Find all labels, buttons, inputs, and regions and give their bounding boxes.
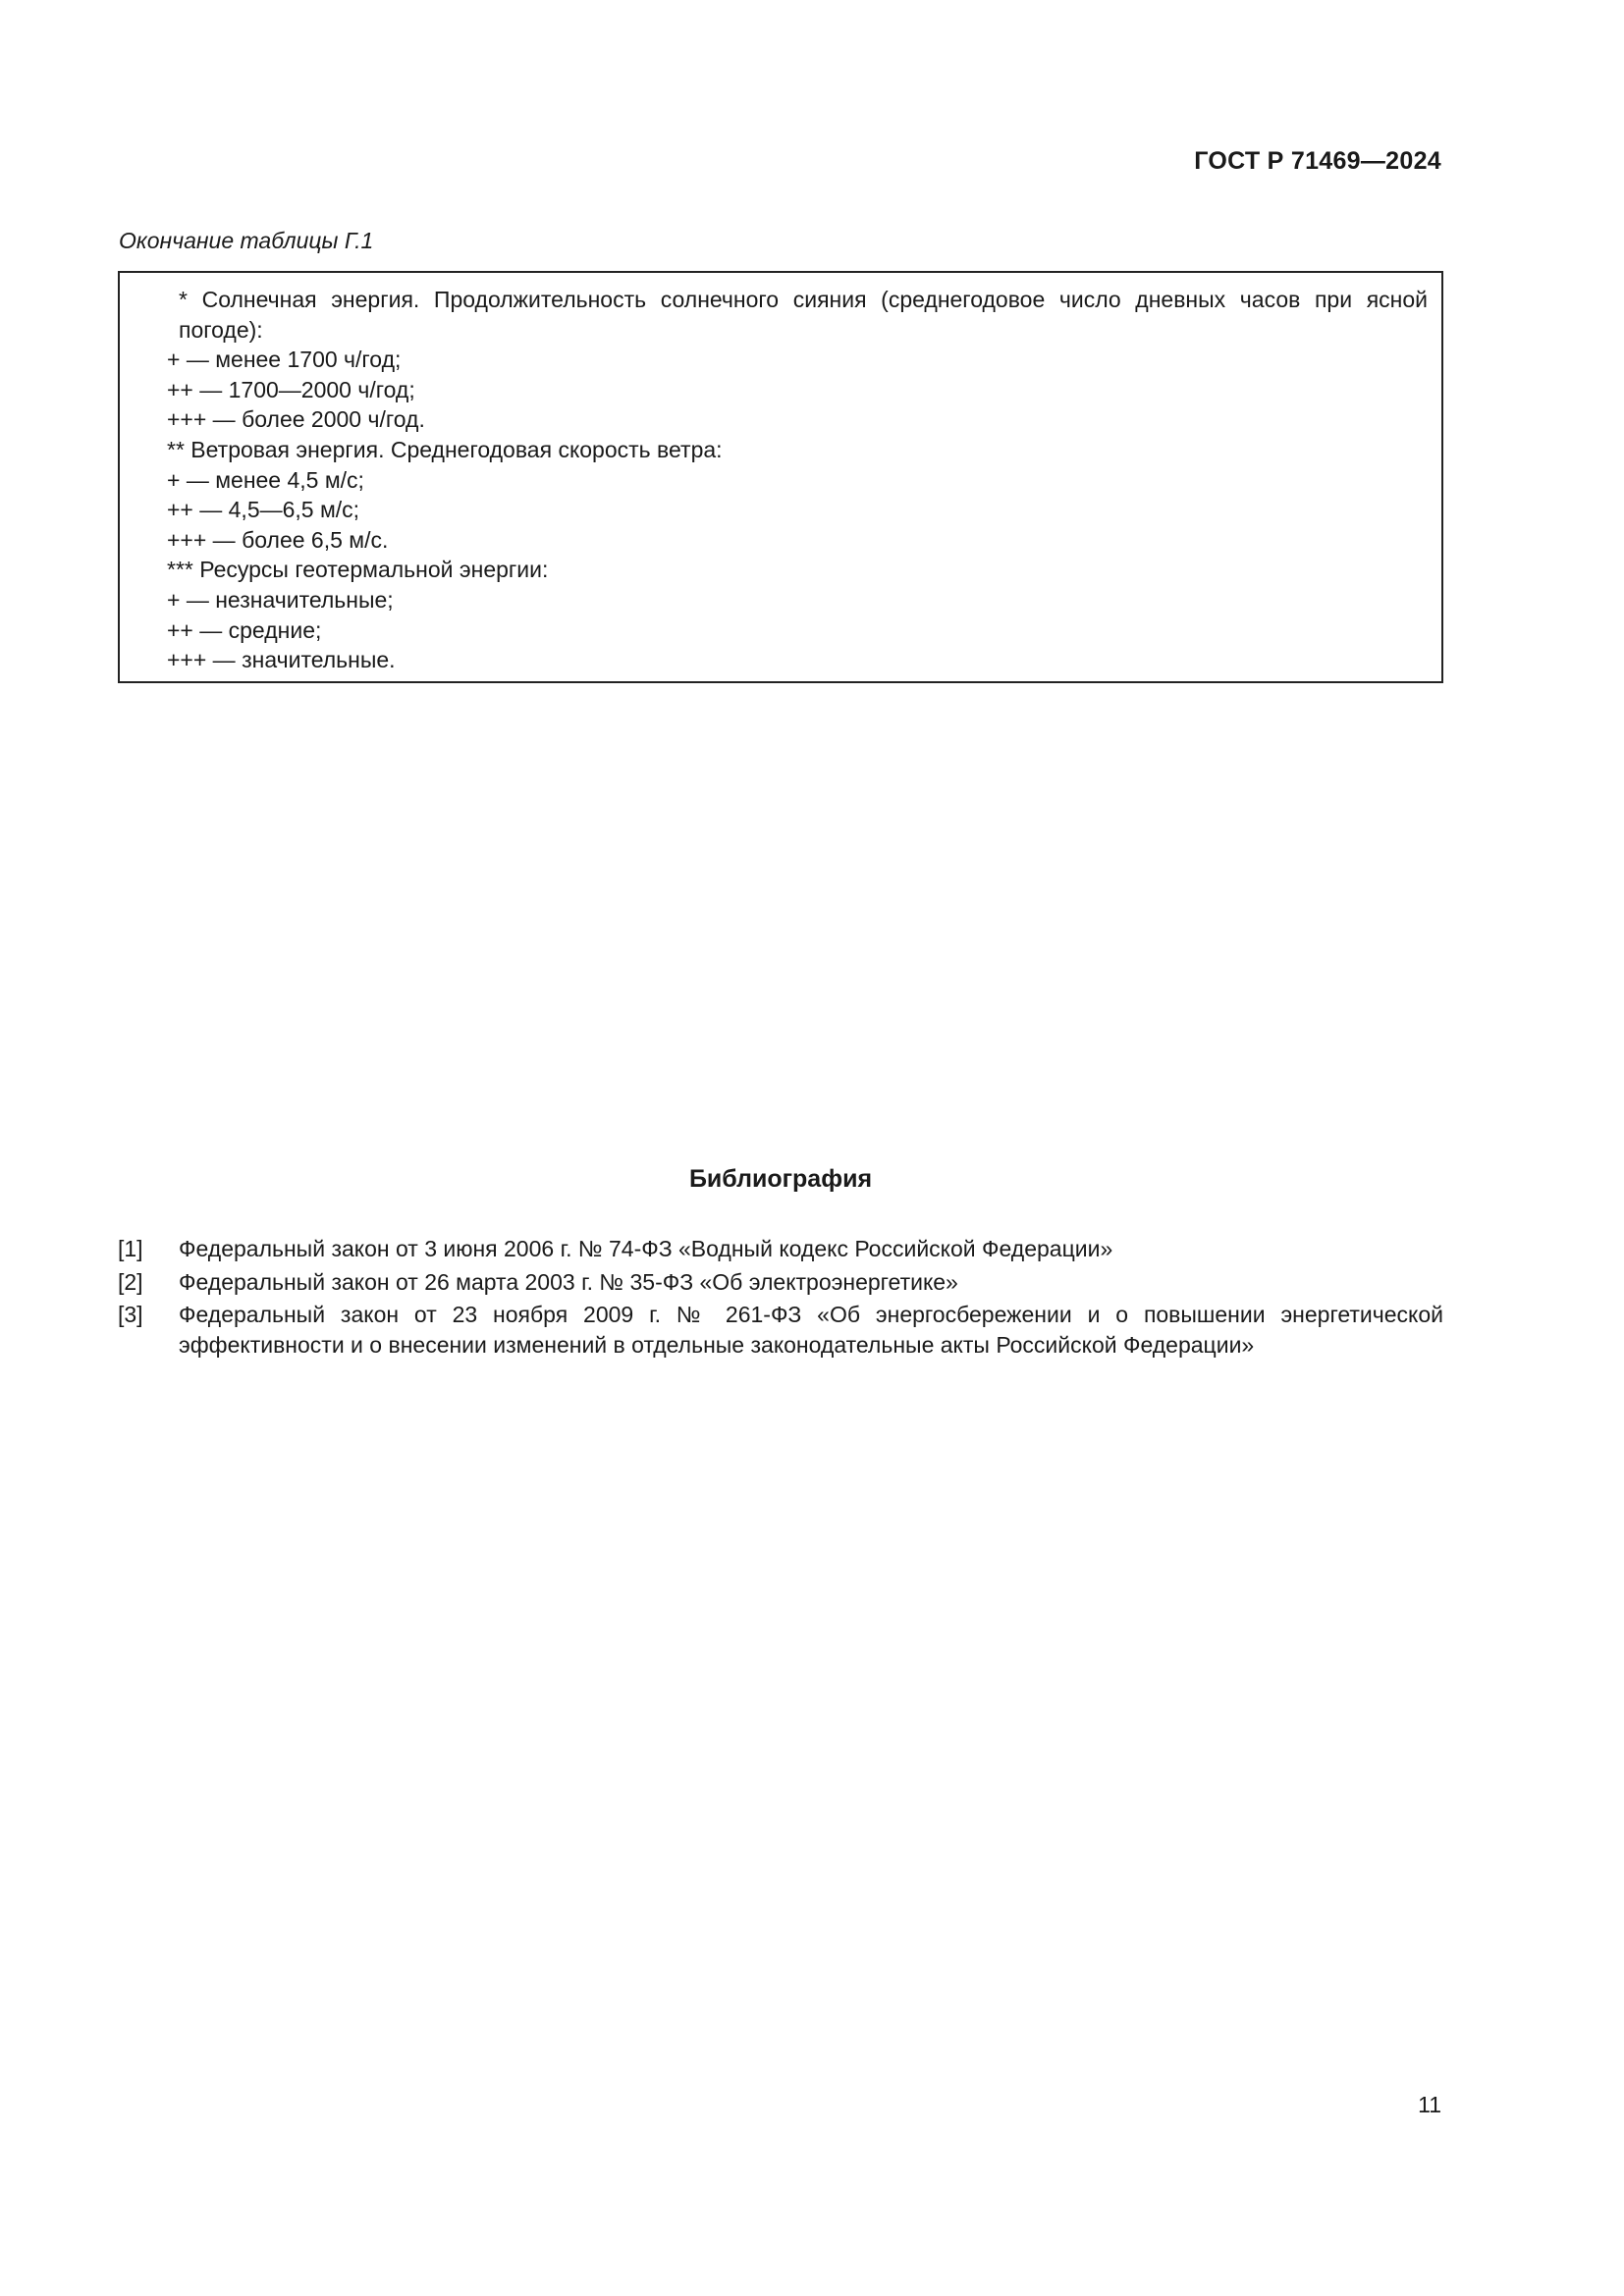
bibliography-item-number: [2] (118, 1268, 143, 1295)
bibliography-title: Библиография (688, 1165, 873, 1193)
bibliography-item-text: Федеральный закон от 23 ноября 2009 г. № 261-ФЗ «Об энергосбережении и о повышении энергетической эффективности и о внесении изменений в отдельные законодательные акты Российской Федерации» (179, 1302, 1443, 1358)
table-caption: Окончание таблицы Г.1 (119, 228, 374, 253)
note-geo-item: + — незначительные; (167, 586, 394, 613)
note-solar-title (134, 285, 1428, 345)
bibliography-item (118, 1300, 1443, 1360)
note-solar-title-text: * Солнечная энергия. Продолжительность солнечного сияния (среднегодовое число дневных часов при ясной погоде): (179, 287, 1428, 343)
bibliography-item-text: Федеральный закон от 3 июня 2006 г. № 74-ФЗ «Водный кодекс Российской Федерации» (179, 1236, 1113, 1261)
note-wind-item: +++ — более 6,5 м/с. (167, 526, 389, 553)
note-solar-item: +++ — более 2000 ч/год. (167, 406, 425, 433)
note-wind-item: ++ — 4,5—6,5 м/с; (167, 497, 360, 523)
note-wind-title: ** Ветровая энергия. Среднегодовая скорость ветра: (167, 436, 723, 462)
note-solar-item: ++ — 1700—2000 ч/год; (167, 376, 415, 402)
note-geo-item: +++ — значительные. (167, 647, 396, 673)
bibliography-list (118, 1234, 1443, 1362)
bibliography-item-text: Федеральный закон от 26 марта 2003 г. № 35-ФЗ «Об электроэнергетике» (179, 1268, 958, 1295)
note-geo-title: *** Ресурсы геотермальной энергии: (167, 557, 549, 583)
page-number: 11 (1418, 2092, 1441, 2117)
bibliography-item-number: [1] (118, 1236, 143, 1261)
note-geo-item: ++ — средние; (167, 616, 322, 643)
bibliography-item-number: [3] (118, 1302, 143, 1328)
note-solar-item: + — менее 1700 ч/год; (167, 347, 402, 373)
note-wind-item: + — менее 4,5 м/с; (167, 466, 364, 493)
document-code: ГОСТ Р 71469—2024 (1194, 147, 1441, 175)
bibliography-item (118, 1267, 1443, 1298)
bibliography-item (118, 1234, 1443, 1264)
table-notes-box (118, 271, 1443, 683)
